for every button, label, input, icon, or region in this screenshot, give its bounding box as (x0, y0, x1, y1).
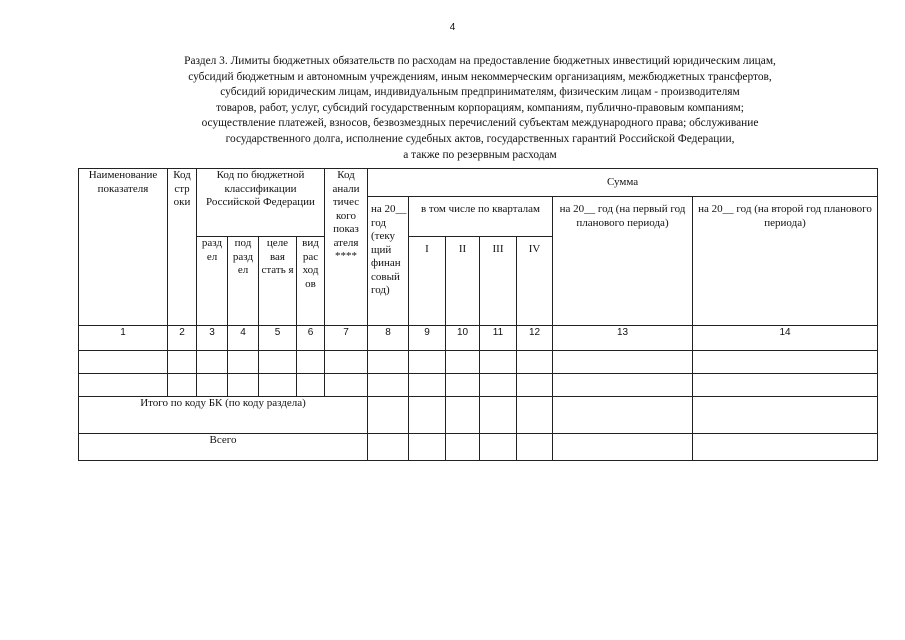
table-cell (368, 397, 409, 434)
table-cell (693, 397, 878, 434)
header-first-plan-year: на 20__ год (на первый год планового периода) (553, 197, 693, 326)
header-quarter-4: IV (517, 237, 553, 326)
column-number: 1 (79, 326, 168, 351)
table-cell (480, 374, 517, 397)
table-row (79, 374, 878, 397)
table-cell (168, 351, 197, 374)
table-cell (553, 434, 693, 461)
heading-line: осуществление платежей, взносов, безвозмездных перечислений субъектам международного права; обслуживание (201, 117, 759, 130)
table-cell (228, 374, 259, 397)
column-number: 9 (409, 326, 446, 351)
table-cell (79, 351, 168, 374)
header-quarter-1: I (409, 237, 446, 326)
table-cell (693, 351, 878, 374)
table-cell (325, 374, 368, 397)
header-target-item: целе вая стать я (259, 237, 297, 326)
heading-line: субсидий бюджетным и автономным учреждениям, иным некоммерческим организациям, межбюджетных трансфертов, (188, 70, 772, 83)
heading-line: товаров, работ, услуг, субсидий государственным корпорациям, компаниям, публично-правовым компаниям; (216, 101, 744, 114)
table-cell (446, 351, 480, 374)
table-cell (553, 351, 693, 374)
table-cell (446, 434, 480, 461)
table-cell (517, 434, 553, 461)
header-line-code: Код стр оки (168, 169, 197, 326)
column-number: 11 (480, 326, 517, 351)
table-cell (517, 374, 553, 397)
table-cell (517, 351, 553, 374)
heading-line: а также по резервным расходам (403, 148, 557, 161)
table-cell (197, 374, 228, 397)
table-cell (259, 374, 297, 397)
header-sum: Сумма (368, 169, 878, 197)
column-number: 5 (259, 326, 297, 351)
table-cell (168, 374, 197, 397)
table-cell (259, 351, 297, 374)
grand-total-row (79, 434, 878, 461)
total-by-code-label: Итого по коду БК (по коду раздела) (79, 397, 368, 434)
table-cell (446, 397, 480, 434)
header-analytic-code: Код анали тичес кого показ ателя **** (325, 169, 368, 326)
heading-line: субсидий юридическим лицам, индивидуальным предпринимателям, физическим лицам - производителям (220, 86, 740, 99)
header-expense-type: вид рас ход ов (297, 237, 325, 326)
column-number: 13 (553, 326, 693, 351)
header-subsection: под разд ел (228, 237, 259, 326)
total-by-code-row (79, 397, 878, 434)
header-budget-code: Код по бюджетной классификации Российской Федерации (197, 169, 325, 237)
table-cell (368, 434, 409, 461)
header-current-year: на 20__ год (теку щий финан совый год) (368, 197, 409, 326)
header-name: Наименование показателя (79, 169, 168, 326)
table-cell (409, 374, 446, 397)
table-cell (693, 434, 878, 461)
column-number: 10 (446, 326, 480, 351)
table-cell (297, 374, 325, 397)
table-cell (480, 351, 517, 374)
column-number: 6 (297, 326, 325, 351)
grand-total-label: Всего (79, 434, 368, 461)
table-cell (409, 351, 446, 374)
column-number: 14 (693, 326, 878, 351)
table-cell (693, 374, 878, 397)
table-cell (325, 351, 368, 374)
column-number: 7 (325, 326, 368, 351)
header-quarters: в том числе по кварталам (409, 197, 553, 237)
heading-line: Раздел 3. Лимиты бюджетных обязательств по расходам на предоставление бюджетных инвестиций юридическим лицам, (184, 55, 776, 67)
column-number: 3 (197, 326, 228, 351)
header-second-plan-year: на 20__ год (на второй год планового периода) (693, 197, 878, 326)
table-cell (297, 351, 325, 374)
table-cell (228, 351, 259, 374)
table-cell (368, 374, 409, 397)
header-quarter-2: II (446, 237, 480, 326)
limits-table (78, 168, 878, 461)
table-cell (197, 351, 228, 374)
section-heading (80, 54, 880, 163)
page-number: 4 (449, 22, 456, 33)
table-cell (553, 397, 693, 434)
column-number: 8 (368, 326, 409, 351)
heading-line: государственного долга, исполнение судебных актов, государственных гарантий Российской Федерации, (225, 132, 735, 145)
table-cell (409, 434, 446, 461)
table-cell (553, 374, 693, 397)
table-cell (79, 374, 168, 397)
header-section: разд ел (197, 237, 228, 326)
table-cell (368, 351, 409, 374)
header-quarter-3: III (480, 237, 517, 326)
table-cell (517, 397, 553, 434)
column-number: 2 (168, 326, 197, 351)
column-number: 4 (228, 326, 259, 351)
table-row (79, 351, 878, 374)
table-cell (480, 397, 517, 434)
column-number: 12 (517, 326, 553, 351)
table-cell (446, 374, 480, 397)
table-cell (480, 434, 517, 461)
table-cell (409, 397, 446, 434)
